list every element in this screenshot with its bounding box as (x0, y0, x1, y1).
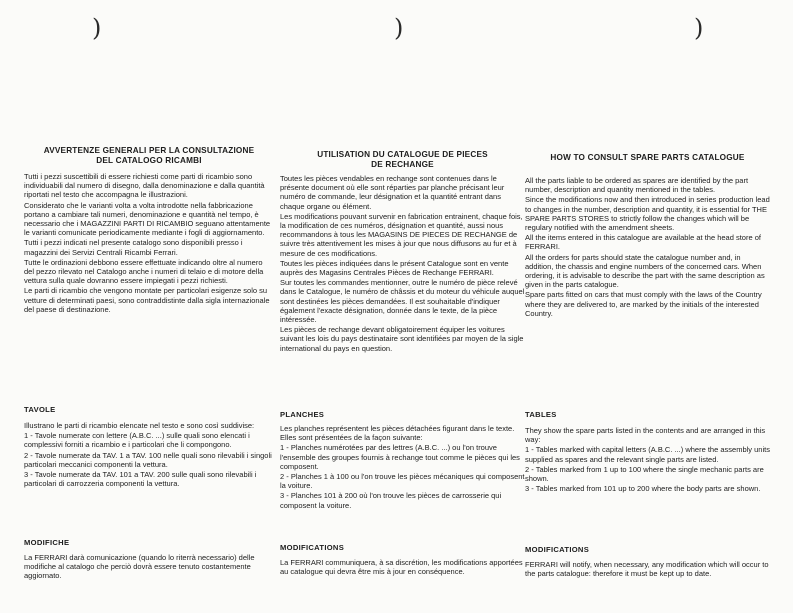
it-tables-paragraph: 2 - Tavole numerate da TAV. 1 a TAV. 100 nelle quali sono rilevabili i singoli particolari meccanici componenti la vettura. (24, 450, 272, 469)
fr-tables-heading: PLANCHES (280, 410, 325, 419)
it-paragraph: Tutte le ordinazioni debbono essere effettuate indicando oltre al numero del pezzo rilevato nel Catalogo anche i numeri di telaio e di motore della vettura sulla quale dovranno essere impiegati i pezzi richiesti. (24, 257, 264, 286)
fr-tables-paragraph: 1 - Planches numérotées par des lettres (A.B.C. ...) ou l'on trouve l'ensemble des groupes fournis à rechange tout comme le pièces qui les composent. (280, 443, 520, 471)
it-title (24, 146, 274, 166)
it-tables-paragraph: 1 - Tavole numerate con lettere (A.B.C. ...) sulle quali sono elencati i complessivi forniti a ricambio e i particolari che li compongono. (24, 431, 250, 450)
fr-title-line-1: UTILISATION DU CATALOGUE DE PIECES (317, 150, 488, 159)
it-title-line-1: AVVERTENZE GENERALI PER LA CONSULTAZIONE (43, 146, 255, 155)
en-tables-paragraph: 2 - Tables marked from 1 up to 100 where the single mechanic parts are shown. (525, 464, 764, 484)
en-mods-body (525, 560, 770, 579)
fr-tables-paragraph: 2 - Planches 1 à 100 ou l'on trouve les pièces mécaniques qui composent la voiture. (280, 472, 525, 491)
it-tables-heading: TAVOLE (24, 405, 56, 414)
fr-tables-body (280, 424, 525, 511)
fr-title-line-2: DE RECHANGE (371, 160, 434, 169)
en-title (525, 153, 770, 163)
en-paragraph: Since the modifications now and then introduced in series production lead to changes in the number, description and quantity, it is essential for THE SPARE PARTS STORES to strictly follow the changes which will be regulary notified with the amendment sheets. (525, 195, 770, 233)
fr-paragraph: Sur toutes les commandes mentionner, outre le numéro de pièce relevé dans le Catalogue, le numéro de châssis et du moteur du véhicule auquel sont destinées les pièces demandées. Il est souhaitable d'indiquer également l'exacte désignation, donnée dans le texte, de la pièce intéressée. (280, 278, 525, 325)
binder-hole-center: ) (394, 14, 404, 42)
fr-intro (280, 174, 525, 354)
binder-hole-right: ) (694, 14, 704, 42)
fr-tables-paragraph: Les planches représentent les pièces détachées figurant dans le texte. Elles sont présentées de la façon suivante: (280, 424, 515, 443)
en-title-line-1: HOW TO CONSULT SPARE PARTS CATALOGUE (550, 153, 745, 162)
en-tables-paragraph: 3 - Tables marked from 101 up to 200 where the body parts are shown. (525, 484, 761, 494)
en-mods-paragraph: FERRARI will notify, when necessary, any modification which will occur to the parts catalogue: therefore it must be kept up to date. (525, 560, 769, 579)
en-paragraph: All the orders for parts should state the catalogue number and, in addition, the chassis and engine numbers of the concerned cars. When ordering, it is advisable to describe the part with the same description as given in the parts catalogue. (525, 252, 765, 290)
fr-mods-heading: MODIFICATIONS (280, 543, 345, 552)
fr-paragraph: Toutes les pièces vendables en rechange sont contenues dans le présente document où elle sont réparties par planche précisant leur numéro de commande, leur désignation et la quantité entrant dans chaque organe ou élément. (280, 174, 505, 211)
fr-title (280, 150, 525, 170)
it-title-line-2: DEL CATALOGO RICAMBI (96, 156, 202, 165)
fr-paragraph: Les pièces de rechange devant obligatoirement équiper les voitures suivant les lois du pays destinataire sont identifiées par moyen de la sigle international du pays en question. (280, 325, 524, 353)
en-paragraph: All the items entered in this catalogue are available at the head store of FERRARI. (525, 233, 761, 252)
en-tables-paragraph: 1 - Tables marked with capital letters (A.B.C. ...) where the assembly units supplied as spares and the relevant single parts are listed. (525, 445, 770, 464)
it-paragraph: Tutti i pezzi indicati nel presente catalogo sono disponibili presso i magazzini dei Servizi Centrali Ricambi Ferrari. (24, 238, 243, 257)
en-paragraph: Spare parts fitted on cars that must comply with the laws of the Country where they are delivered to, are marked by the initials of the interested Country. (525, 290, 762, 318)
it-mods-body (24, 553, 274, 582)
en-mods-heading: MODIFICATIONS (525, 545, 590, 554)
fr-mods-body (280, 558, 525, 577)
it-paragraph: Le parti di ricambio che vengono montate per particolari esigenze solo su vetture di determinati paesi, sono contraddistinte dalla sigla internazionale del paese di destinazione. (24, 286, 270, 314)
it-tables-paragraph: 3 - Tavole numerate da TAV. 101 a TAV. 200 sulle quali sono rilevabili i particolari di carrozzeria componenti la vettura. (24, 470, 257, 489)
en-paragraph: All the parts liable to be ordered as spares are identified by the part number, description and quantity mentioned in the tables. (525, 176, 749, 195)
it-intro (24, 172, 274, 315)
binder-hole-left: ) (92, 14, 102, 42)
en-tables-heading: TABLES (525, 410, 557, 419)
it-mods-paragraph: La FERRARI darà comunicazione (quando lo riterrà necessario) delle modifiche al catalogo che perciò dovrà essere tenuto costantemente aggiornato. (24, 553, 255, 581)
it-paragraph: Tutti i pezzi suscettibili di essere richiesti come parti di ricambio sono individuabili dal numero di disegno, dalla denominazione e dalla quantità riportati nel testo che accompagna le illustrazioni. (24, 172, 265, 200)
it-mods-heading: MODIFICHE (24, 538, 70, 547)
fr-mods-paragraph: La FERRARI communiquera, à sa discrétion, les modifications apportées au catalogue qui devra être mis à jour en conséquence. (280, 558, 523, 577)
en-tables-paragraph: They show the spare parts listed in the contents and are arranged in this way: (525, 426, 766, 445)
fr-paragraph: Toutes les pièces indiquées dans le présent Catalogue sont en vente auprès des Magasins Centrales Pièces de Rechange FERRARI. (280, 258, 509, 278)
it-tables-body (24, 421, 274, 489)
fr-paragraph: Les modifications pouvant survenir en fabrication entrainent, chaque fois, la modification de ces numéros, désignation et quantité, aussi nous recommandons à tous les MAGASINS DE PIECES DE RECHANGE de suivre très attentivement les mises à jour que nous diffusons au fur et à mesure de ces modifications. (280, 211, 523, 258)
en-tables-body (525, 426, 770, 494)
it-tables-paragraph: Illustrano le parti di ricambio elencate nel testo e sono così suddivise: (24, 421, 255, 430)
it-paragraph: Considerato che le varianti volta a volta introdotte nella fabbricazione portano a cambiare tali numeri, denominazione e quantità nel tempo, è necessario che i MAGAZZINI PARTI DI RICAMBIO seguano attentamente le varianti comunicate periodicamente mediante i fogli di aggiornamento. (24, 200, 271, 238)
en-intro (525, 176, 770, 319)
fr-tables-paragraph: 3 - Planches 101 à 200 où l'on trouve les pièces de carrosserie qui composent la voiture. (280, 491, 502, 510)
